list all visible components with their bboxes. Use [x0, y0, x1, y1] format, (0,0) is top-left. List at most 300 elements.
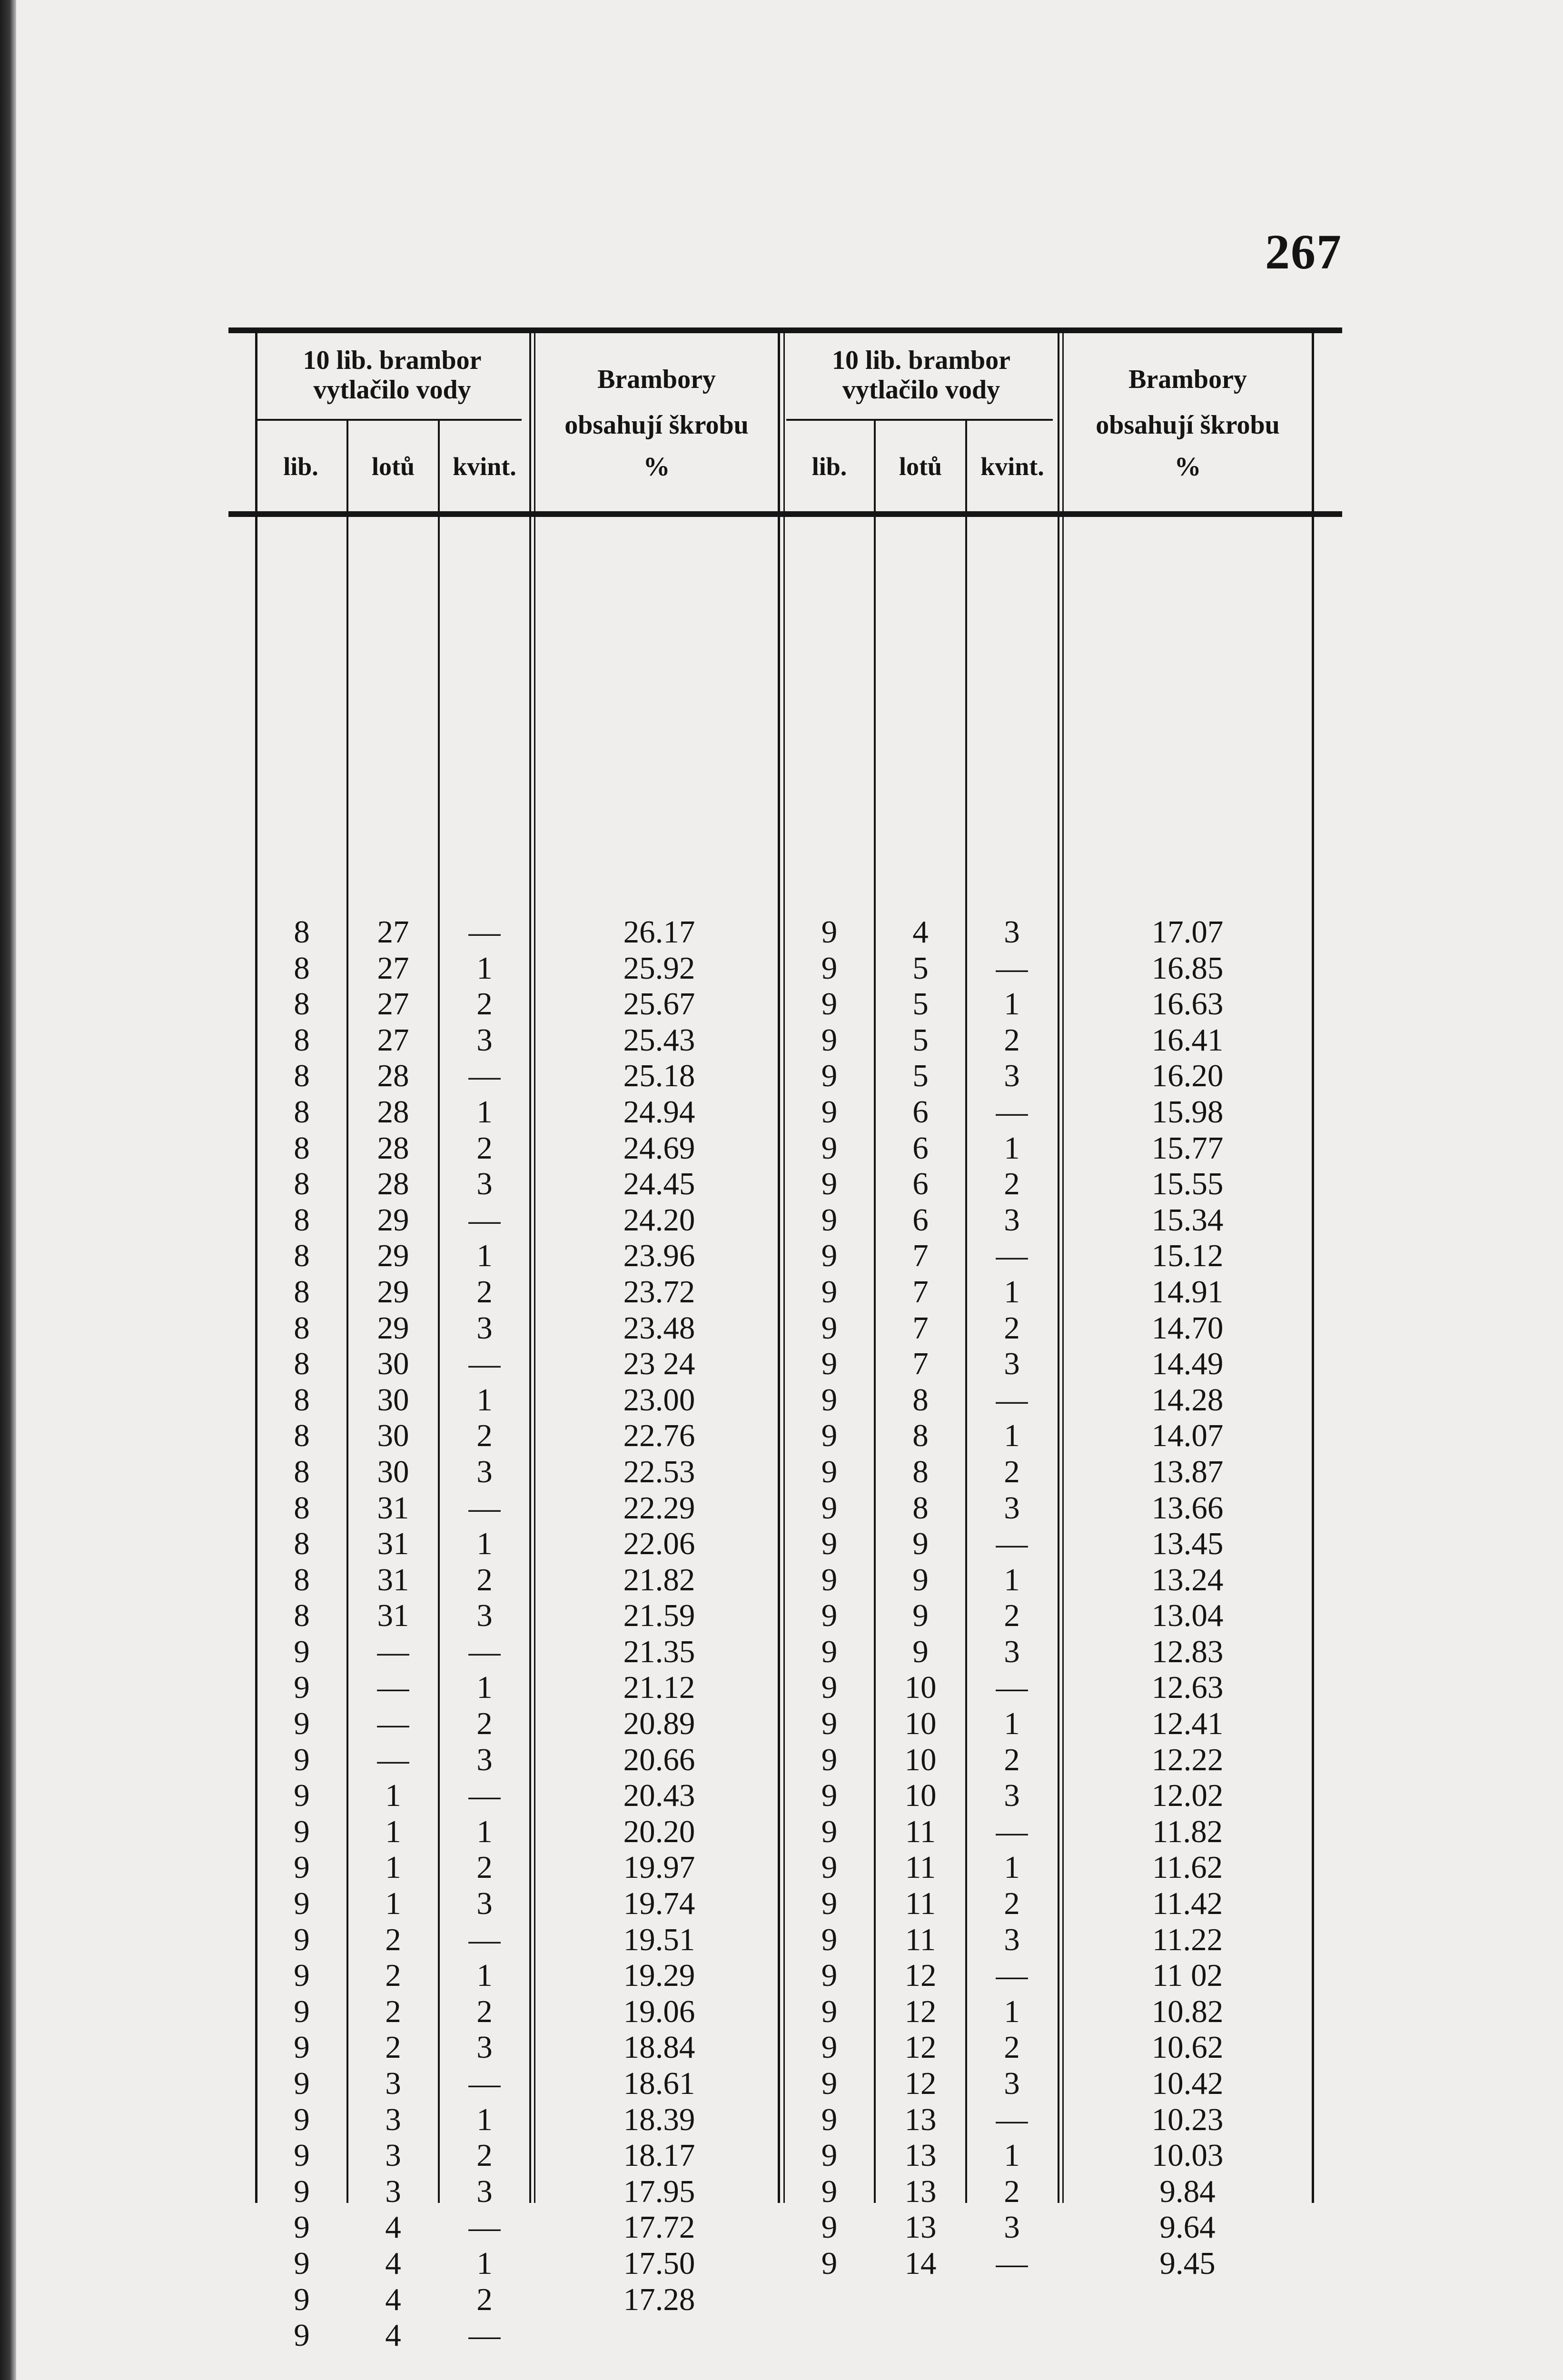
table-cell: 8 [294, 1382, 310, 1418]
table-cell: 15.34 [1151, 1202, 1224, 1238]
table-cell: 9 [821, 986, 838, 1022]
table-cell: 9 [821, 1454, 838, 1489]
table-cell: 3 [1004, 1922, 1020, 1957]
table-cell: — [996, 1814, 1028, 1849]
table-cell: 2 [476, 1850, 493, 1885]
table-cell: 20.89 [623, 1706, 695, 1742]
table-cell: 9 [294, 1922, 310, 1957]
left-column-skrob [535, 914, 783, 2354]
left-column-lib [255, 914, 348, 2354]
table-cell: 2 [1004, 1166, 1020, 1202]
table-cell: 5 [912, 1022, 929, 1058]
table-cell: 10 [904, 1742, 937, 1777]
table-cell: 1 [476, 1382, 493, 1418]
table-cell: 3 [385, 2138, 401, 2173]
table-cell: 11.82 [1152, 1814, 1223, 1849]
table-cell: 9 [821, 2066, 838, 2101]
table-cell: 7 [912, 1274, 929, 1309]
table-cell: 23.96 [623, 1238, 695, 1274]
table-cell: 8 [294, 950, 310, 986]
table-cell: 14.49 [1151, 1346, 1224, 1382]
table-cell: 9 [821, 1094, 838, 1130]
table-cell: 9 [294, 1886, 310, 1922]
table-cell: — [468, 1202, 501, 1238]
table-cell: 9 [821, 1670, 838, 1706]
table-cell: 9.64 [1159, 2210, 1216, 2245]
table-cell: 10 [904, 1670, 937, 1706]
table-cell: 3 [476, 1166, 493, 1202]
table-cell: 9 [821, 1850, 838, 1885]
table-cell: 8 [294, 1454, 310, 1489]
table-cell: 25.92 [623, 950, 695, 986]
table-cell: 12.41 [1151, 1706, 1224, 1742]
table-cell: 1 [1004, 986, 1020, 1022]
table-cell: 20.20 [623, 1814, 695, 1849]
table-cell: 2 [385, 1958, 401, 1993]
table-cell: 9 [294, 1778, 310, 1814]
table-cell: 10.03 [1151, 2138, 1224, 2173]
table-cell: 1 [1004, 1130, 1020, 1166]
right-header-lib: lib. [811, 452, 847, 481]
table-cell: 11 02 [1152, 1958, 1223, 1993]
table-cell: 20.66 [623, 1742, 695, 1777]
table-cell: 3 [476, 1022, 493, 1058]
left-column-kvint [439, 914, 530, 2354]
table-cell: — [996, 2245, 1028, 2281]
table-cell: 7 [912, 1238, 929, 1274]
table-cell: 28 [377, 1094, 409, 1130]
table-cell: — [468, 1346, 501, 1382]
table-cell: 9 [821, 1202, 838, 1238]
table-cell: 8 [294, 1130, 310, 1166]
table-cell: 3 [476, 1742, 493, 1777]
table-cell: 28 [377, 1166, 409, 1202]
table-cell: 5 [912, 986, 929, 1022]
table-cell: 5 [912, 950, 929, 986]
table-cell: 24.94 [623, 1094, 695, 1130]
header-bottom-rule [228, 511, 1342, 517]
table-cell: — [377, 1634, 409, 1669]
table-cell: 31 [377, 1562, 409, 1597]
table-cell: 8 [294, 1166, 310, 1202]
table-cell: 25.67 [623, 986, 695, 1022]
table-cell: 22.06 [623, 1526, 695, 1562]
table-cell: — [468, 1922, 501, 1957]
table-cell: 6 [912, 1202, 929, 1238]
table-cell: 27 [377, 986, 409, 1022]
table-cell: 9 [821, 1166, 838, 1202]
table-cell: 28 [377, 1058, 409, 1094]
table-cell: 7 [912, 1310, 929, 1346]
right-column-skrob [1064, 914, 1311, 2282]
table-cell: 9 [821, 1562, 838, 1597]
table-cell: 9 [294, 1850, 310, 1885]
table-cell: 9 [294, 1706, 310, 1742]
table-cell: 3 [1004, 914, 1020, 950]
table-cell: 6 [912, 1166, 929, 1202]
table-cell: 14.91 [1151, 1274, 1224, 1309]
table-cell: 19.29 [623, 1958, 695, 1993]
table-cell: 8 [294, 914, 310, 950]
table-cell: — [377, 1706, 409, 1742]
table-cell: 9 [294, 1993, 310, 2029]
table-cell: 30 [377, 1418, 409, 1454]
table-cell: 3 [1004, 1346, 1020, 1382]
table-cell: 1 [476, 2102, 493, 2137]
table-cell: 9 [821, 914, 838, 950]
table-cell: 9 [294, 1742, 310, 1777]
table-cell: 2 [1004, 2030, 1020, 2065]
table-cell: 8 [294, 1310, 310, 1346]
table-cell: 12 [904, 1958, 937, 1993]
table-cell: 23.00 [623, 1382, 695, 1418]
table-cell: 3 [476, 1598, 493, 1634]
table-cell: 8 [294, 1346, 310, 1382]
table-cell: 9 [821, 1490, 838, 1526]
table-cell: 9 [821, 1274, 838, 1309]
table-cell: 9 [912, 1598, 929, 1634]
table-cell: 1 [385, 1850, 401, 1885]
table-cell: — [996, 1382, 1028, 1418]
table-cell: 8 [294, 1238, 310, 1274]
table-cell: 30 [377, 1454, 409, 1489]
table-cell: 14.28 [1151, 1382, 1224, 1418]
right-group-header-line2: vytlačilo vody [842, 375, 1000, 405]
table-cell: 9 [821, 1238, 838, 1274]
table-cell: 9 [821, 1382, 838, 1418]
table-cell: 1 [1004, 1274, 1020, 1309]
table-cell: 9 [912, 1634, 929, 1669]
table-cell: 9 [821, 2173, 838, 2209]
table-cell: — [996, 1670, 1028, 1706]
table-cell: 11.42 [1152, 1886, 1223, 1922]
table-cell: 9.84 [1159, 2173, 1216, 2209]
table-cell: 19.51 [623, 1922, 695, 1957]
table-cell: 9 [821, 2102, 838, 2137]
left-header-loty: lotů [371, 452, 415, 481]
table-cell: — [996, 1958, 1028, 1993]
table-cell: — [996, 1238, 1028, 1274]
table-cell: 29 [377, 1202, 409, 1238]
page-number: 267 [1265, 225, 1342, 279]
table-cell: 6 [912, 1094, 929, 1130]
table-cell: 10.82 [1151, 1993, 1224, 2029]
table-cell: 2 [385, 2030, 401, 2065]
left-group-header-rule [255, 419, 522, 421]
table-cell: 16.63 [1151, 986, 1224, 1022]
table-cell: 9 [294, 2281, 310, 2317]
table-cell: 12.83 [1151, 1634, 1224, 1669]
table-cell: 11 [905, 1850, 936, 1885]
table-cell: 9 [821, 1778, 838, 1814]
left-group-header-line1: 10 lib. brambor [303, 346, 482, 375]
table-cell: 2 [385, 1922, 401, 1957]
table-cell: 4 [385, 2245, 401, 2281]
table-cell: 29 [377, 1274, 409, 1309]
table-cell: 13 [904, 2173, 937, 2209]
table-cell: 4 [912, 914, 929, 950]
table-cell: 21.82 [623, 1562, 695, 1597]
table-cell: 2 [476, 1706, 493, 1742]
table-cell: 10.62 [1151, 2030, 1224, 2065]
table-cell: 31 [377, 1490, 409, 1526]
table-cell: 9.45 [1159, 2245, 1216, 2281]
table-cell: 9 [821, 1993, 838, 2029]
table-cell: — [996, 2102, 1028, 2137]
right-header-obsahuji-skrobu: obsahují škrobu [1096, 410, 1280, 440]
table-cell: 24.20 [623, 1202, 695, 1238]
table-cell: — [377, 1670, 409, 1706]
table-cell: 8 [912, 1490, 929, 1526]
table-cell: 8 [294, 1418, 310, 1454]
table-cell: 9 [821, 2245, 838, 2281]
left-header-brambory: Brambory [597, 365, 716, 394]
table-cell: 1 [476, 1670, 493, 1706]
table-cell: 1 [1004, 2138, 1020, 2173]
table-cell: — [468, 2066, 501, 2101]
table-cell: 9 [821, 1418, 838, 1454]
table-cell: 10 [904, 1706, 937, 1742]
table-cell: 1 [385, 1814, 401, 1849]
table-cell: 8 [912, 1454, 929, 1489]
right-column-loty [875, 914, 966, 2282]
table-cell: 2 [1004, 1598, 1020, 1634]
table-cell: 9 [294, 1634, 310, 1669]
table-cell: 2 [476, 986, 493, 1022]
table-cell: 14 [904, 2245, 937, 2281]
table-cell: 8 [912, 1418, 929, 1454]
table-cell: 11 [905, 1814, 936, 1849]
table-cell: 13 [904, 2102, 937, 2137]
table-cell: 1 [1004, 1562, 1020, 1597]
table-cell: 11 [905, 1886, 936, 1922]
table-cell: 24.69 [623, 1130, 695, 1166]
table-cell: — [468, 914, 501, 950]
table-cell: 1 [476, 1958, 493, 1993]
table-cell: 13.66 [1151, 1490, 1224, 1526]
table-cell: 15.98 [1151, 1094, 1224, 1130]
table-cell: 3 [385, 2173, 401, 2209]
right-column-kvint [966, 914, 1058, 2282]
table-top-rule [228, 327, 1342, 333]
table-cell: 11 [905, 1922, 936, 1957]
table-cell: 1 [476, 2245, 493, 2281]
table-cell: 8 [912, 1382, 929, 1418]
table-cell: 27 [377, 1022, 409, 1058]
table-cell: 9 [821, 2030, 838, 2065]
table-cell: 8 [294, 1058, 310, 1094]
table-cell: 9 [821, 1346, 838, 1382]
table-cell: 9 [821, 1922, 838, 1957]
table-cell: 15.55 [1151, 1166, 1224, 1202]
table-cell: 17.28 [623, 2281, 695, 2317]
table-cell: 13 [904, 2138, 937, 2173]
table-cell: 22.29 [623, 1490, 695, 1526]
table-cell: 3 [476, 2030, 493, 2065]
table-cell: 1 [1004, 1850, 1020, 1885]
table-cell: 13 [904, 2210, 937, 2245]
table-cell: 8 [294, 1202, 310, 1238]
table-cell: 23.48 [623, 1310, 695, 1346]
table-cell: 9 [821, 1310, 838, 1346]
table-cell: — [996, 1094, 1028, 1130]
table-cell: 13.87 [1151, 1454, 1224, 1489]
table-cell: 25.18 [623, 1058, 695, 1094]
table-cell: 6 [912, 1130, 929, 1166]
table-cell: 12.02 [1151, 1778, 1224, 1814]
table-cell: 17.50 [623, 2245, 695, 2281]
table-cell: 1 [1004, 1706, 1020, 1742]
right-header-percent: % [1174, 452, 1201, 482]
table-cell: 21.59 [623, 1598, 695, 1634]
table-cell: 2 [1004, 1886, 1020, 1922]
table-cell: 14.70 [1151, 1310, 1224, 1346]
table-cell: 2 [1004, 1022, 1020, 1058]
table-cell: 2 [476, 2138, 493, 2173]
left-header-percent: % [643, 452, 670, 482]
table-cell: 2 [476, 1993, 493, 2029]
table-cell: 15.77 [1151, 1130, 1224, 1166]
table-cell: 9 [912, 1526, 929, 1562]
table-cell: — [996, 1526, 1028, 1562]
table-cell: — [468, 1490, 501, 1526]
table-cell: — [996, 950, 1028, 986]
table-cell: 12 [904, 1993, 937, 2029]
table-cell: 3 [476, 1454, 493, 1489]
table-cell: 4 [385, 2281, 401, 2317]
table-cell: 1 [476, 1094, 493, 1130]
table-cell: 23.72 [623, 1274, 695, 1309]
table-cell: 2 [476, 1562, 493, 1597]
table-cell: 9 [912, 1562, 929, 1597]
table-cell: 9 [821, 2210, 838, 2245]
table-cell: 30 [377, 1346, 409, 1382]
table-cell: 3 [385, 2066, 401, 2101]
table-cell: 9 [821, 1058, 838, 1094]
table-cell: — [468, 1634, 501, 1669]
table-cell: 31 [377, 1526, 409, 1562]
left-group-header-line2: vytlačilo vody [313, 375, 471, 405]
table-cell: 10.23 [1151, 2102, 1224, 2137]
table-cell: 8 [294, 1562, 310, 1597]
table-cell: 1 [476, 1526, 493, 1562]
table-cell: 9 [821, 1742, 838, 1777]
table-cell: 9 [294, 2102, 310, 2137]
right-header-kvint: kvint. [980, 452, 1044, 481]
table-cell: 4 [385, 2318, 401, 2353]
table-cell: 8 [294, 1094, 310, 1130]
table-cell: 9 [294, 2210, 310, 2245]
table-cell: 18.61 [623, 2066, 695, 2101]
table-cell: 23 24 [623, 1346, 695, 1382]
right-header-loty: lotů [899, 452, 942, 481]
table-cell: 10 [904, 1778, 937, 1814]
table-cell: 9 [821, 1526, 838, 1562]
left-header-lib: lib. [283, 452, 318, 481]
table-cell: 19.74 [623, 1886, 695, 1922]
table-cell: 3 [1004, 1490, 1020, 1526]
table-cell: 18.17 [623, 2138, 695, 2173]
table-cell: 8 [294, 986, 310, 1022]
table-cell: 18.39 [623, 2102, 695, 2137]
table-cell: 17.72 [623, 2210, 695, 2245]
table-cell: 3 [1004, 1778, 1020, 1814]
table-cell: 2 [476, 1130, 493, 1166]
table-cell: 13.24 [1151, 1562, 1224, 1597]
table-cell: 30 [377, 1382, 409, 1418]
table-cell: 1 [476, 1238, 493, 1274]
table-cell: 8 [294, 1598, 310, 1634]
table-cell: 11.62 [1152, 1850, 1223, 1885]
table-cell: 9 [294, 2138, 310, 2173]
table-cell: 9 [294, 1958, 310, 1993]
table-cell: 16.20 [1151, 1058, 1224, 1094]
table-cell: 1 [1004, 1993, 1020, 2029]
table-cell: 18.84 [623, 2030, 695, 2065]
table-cell [535, 2318, 783, 2354]
table-cell: 9 [821, 950, 838, 986]
table-cell: 22.76 [623, 1418, 695, 1454]
right-header-brambory: Brambory [1128, 365, 1247, 394]
left-header-kvint: kvint. [453, 452, 516, 481]
table-cell: 2 [476, 2281, 493, 2317]
table-cell: 3 [476, 1886, 493, 1922]
table-cell: 2 [1004, 1742, 1020, 1777]
table-cell: 21.12 [623, 1670, 695, 1706]
table-cell: 11.22 [1152, 1922, 1223, 1957]
table-cell: 1 [1004, 1418, 1020, 1454]
table-cell: 9 [821, 1814, 838, 1849]
table-cell: 1 [476, 1814, 493, 1849]
table-cell: 16.85 [1151, 950, 1224, 986]
table-cell: 17.95 [623, 2173, 695, 2209]
table-cell: 29 [377, 1310, 409, 1346]
table-cell: 26.17 [623, 914, 695, 950]
table-cell: 5 [912, 1058, 929, 1094]
table-cell: 8 [294, 1526, 310, 1562]
table-cell: 8 [294, 1490, 310, 1526]
table-cell: — [468, 1058, 501, 1094]
table-cell: — [377, 1742, 409, 1777]
table-cell: 9 [294, 1814, 310, 1849]
table-cell: 3 [1004, 1634, 1020, 1669]
table-cell: 9 [821, 1598, 838, 1634]
table-cell: 3 [1004, 2066, 1020, 2101]
table-cell: 27 [377, 950, 409, 986]
left-header-obsahuji-skrobu: obsahují škrobu [564, 410, 749, 440]
table-cell: 21.35 [623, 1634, 695, 1669]
right-group-header-line1: 10 lib. brambor [832, 346, 1010, 375]
table-cell: 31 [377, 1598, 409, 1634]
table-cell: 8 [294, 1022, 310, 1058]
table-cell: 9 [821, 1706, 838, 1742]
table-cell: 7 [912, 1346, 929, 1382]
table-cell: 2 [1004, 1454, 1020, 1489]
starch-content-table [228, 327, 1342, 2353]
table-cell: 14.07 [1151, 1418, 1224, 1454]
left-column-loty [347, 914, 439, 2354]
table-cell: 2 [476, 1274, 493, 1309]
table-cell: 9 [294, 2318, 310, 2353]
table-cell: 9 [821, 2138, 838, 2173]
table-cell: 13.04 [1151, 1598, 1224, 1634]
table-cell: 16.41 [1151, 1022, 1224, 1058]
table-cell: 1 [385, 1778, 401, 1814]
table-cell: 9 [821, 1634, 838, 1669]
table-cell: 22.53 [623, 1454, 695, 1489]
table-cell: 10.42 [1151, 2066, 1224, 2101]
table-cell: 12.22 [1151, 1742, 1224, 1777]
